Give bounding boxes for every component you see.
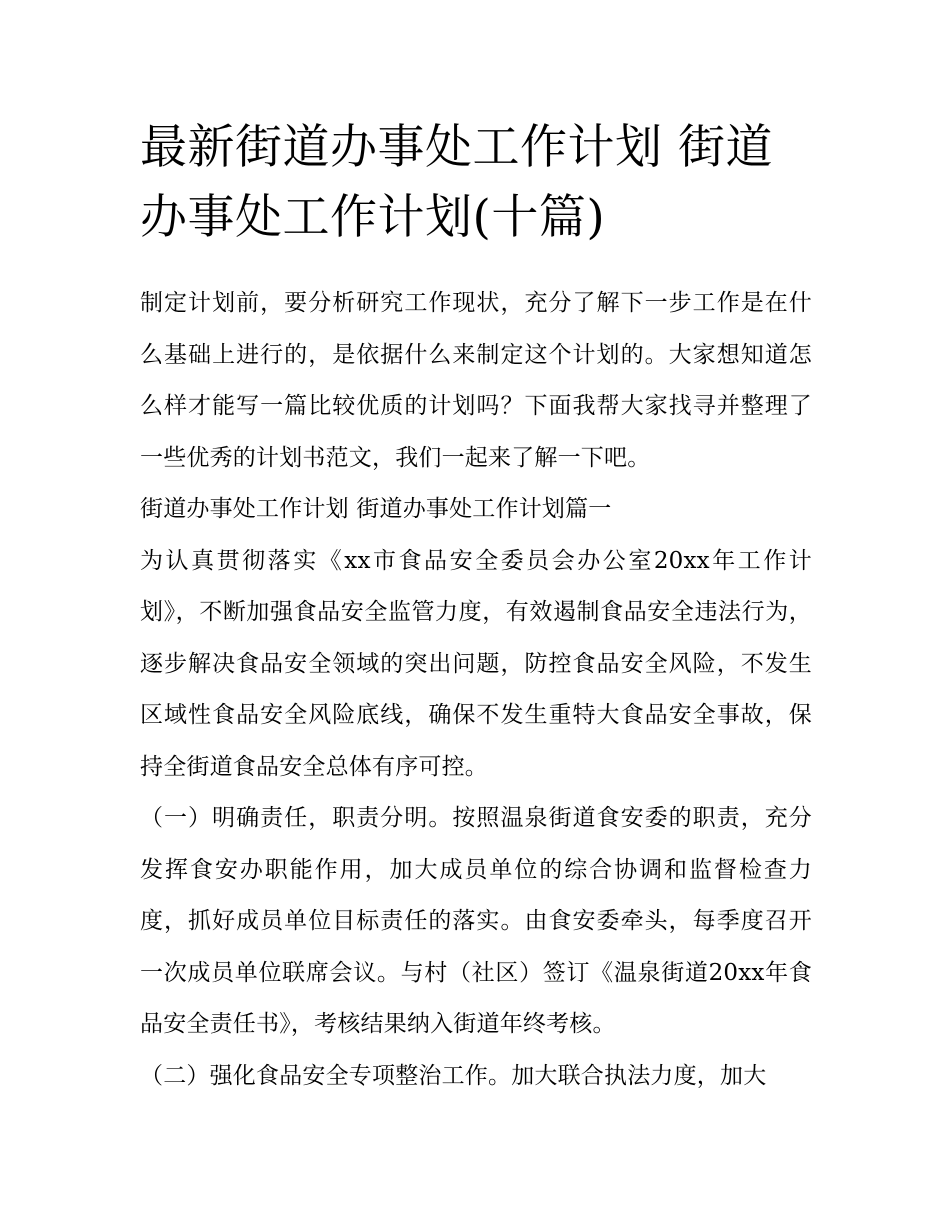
intro-paragraph: 制定计划前，要分析研究工作现状，充分了解下一步工作是在什么基础上进行的，是依据什么来制定这个计划的。大家想知道怎么样才能写一篇比较优质的计划吗？下面我帮大家找寻并整理了一些优秀的计划书范文，我们一起来了解一下吧。	[140, 290, 812, 471]
document-title: 最新街道办事处工作计划 街道办事处工作计划(十篇)	[140, 120, 773, 245]
body-paragraph: （二）强化食品安全专项整治工作。加大联合执法力度，加大	[140, 1062, 767, 1089]
section-heading: 街道办事处工作计划 街道办事处工作计划篇一	[140, 496, 612, 522]
body-paragraph: 为认真贯彻落实《xx市食品安全委员会办公室20xx年工作计划》，不断加强食品安全监管力度，有效遏制食品安全违法行为，逐步解决食品安全领域的突出问题，防控食品安全风险，不发生区域性食品安全风险底线，确保不发生重特大食品安全事故，保持全街道食品安全总体有序可控。	[140, 547, 812, 780]
body-paragraph: （一）明确责任，职责分明。按照温泉街道食安委的职责，充分发挥食安办职能作用，加大成员单位的综合协调和监督检查力度，抓好成员单位目标责任的落实。由食安委牵头，每季度召开一次成员单位联席会议。与村（社区）签订《温泉街道20xx年食品安全责任书》，考核结果纳入街道年终考核。	[140, 805, 812, 1037]
document-body	[140, 278, 812, 1102]
